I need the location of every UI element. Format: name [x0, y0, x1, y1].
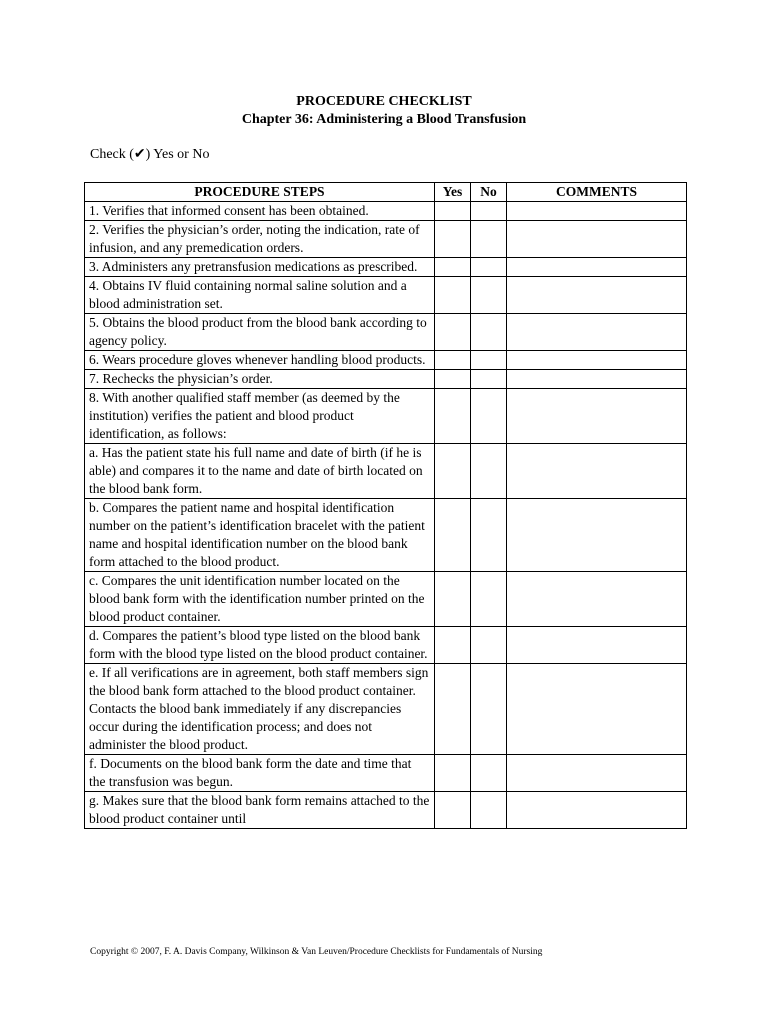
procedure-steps-header: PROCEDURE STEPS — [85, 183, 435, 202]
check-instructions: Check (✔) Yes or No — [90, 147, 210, 162]
step-text: 5. Obtains the blood product from the blood bank according to agency policy. — [85, 314, 435, 351]
no-check-cell[interactable] — [471, 202, 507, 221]
table-row — [85, 627, 687, 664]
table-header-row — [85, 183, 687, 202]
table-row — [85, 792, 687, 829]
step-text: 2. Verifies the physician’s order, noting the indication, rate of infusion, and any premedication orders. — [85, 221, 435, 258]
table-row — [85, 221, 687, 258]
no-check-cell[interactable] — [471, 221, 507, 258]
table-row — [85, 572, 687, 627]
sub-step-text: f. Documents on the blood bank form the date and time that the transfusion was begun. — [85, 755, 435, 792]
step-text: 8. With another qualified staff member (as deemed by the institution) verifies the patient and blood product identification, as follows: — [85, 389, 435, 444]
yes-check-cell[interactable] — [435, 664, 471, 755]
comments-cell[interactable] — [507, 389, 687, 444]
procedure-checklist-table — [84, 182, 687, 829]
yes-check-cell[interactable] — [435, 792, 471, 829]
comments-cell[interactable] — [507, 370, 687, 389]
comments-cell[interactable] — [507, 444, 687, 499]
copyright-footer: Copyright © 2007, F. A. Davis Company, Wilkinson & Van Leuven/Procedure Checklists for Fundamentals of Nursing — [90, 947, 543, 957]
sub-step-text: a. Has the patient state his full name and date of birth (if he is able) and compares it to the name and date of birth located on the blood bank form. — [85, 444, 435, 499]
comments-cell[interactable] — [507, 499, 687, 572]
table-row — [85, 351, 687, 370]
no-check-cell[interactable] — [471, 351, 507, 370]
no-check-cell[interactable] — [471, 755, 507, 792]
sub-step-text: d. Compares the patient’s blood type listed on the blood bank form with the blood type listed on the blood product container. — [85, 627, 435, 664]
table-row — [85, 499, 687, 572]
yes-header: Yes — [435, 183, 471, 202]
sub-step-text: g. Makes sure that the blood bank form remains attached to the blood product container until — [85, 792, 435, 829]
table-row — [85, 444, 687, 499]
table-row — [85, 314, 687, 351]
table-row — [85, 370, 687, 389]
yes-check-cell[interactable] — [435, 370, 471, 389]
yes-check-cell[interactable] — [435, 221, 471, 258]
yes-check-cell[interactable] — [435, 755, 471, 792]
comments-cell[interactable] — [507, 221, 687, 258]
comments-cell[interactable] — [507, 755, 687, 792]
chapter-subtitle: Chapter 36: Administering a Blood Transfusion — [241, 112, 527, 127]
no-check-cell[interactable] — [471, 444, 507, 499]
no-check-cell[interactable] — [471, 258, 507, 277]
yes-check-cell[interactable] — [435, 314, 471, 351]
table-row — [85, 202, 687, 221]
no-check-cell[interactable] — [471, 389, 507, 444]
no-check-cell[interactable] — [471, 572, 507, 627]
sub-step-text: c. Compares the unit identification number located on the blood bank form with the identification number printed on the blood product container. — [85, 572, 435, 627]
comments-cell[interactable] — [507, 277, 687, 314]
table-row — [85, 258, 687, 277]
table-row — [85, 389, 687, 444]
no-check-cell[interactable] — [471, 277, 507, 314]
yes-check-cell[interactable] — [435, 389, 471, 444]
table-row — [85, 755, 687, 792]
no-check-cell[interactable] — [471, 792, 507, 829]
yes-check-cell[interactable] — [435, 258, 471, 277]
yes-check-cell[interactable] — [435, 202, 471, 221]
yes-check-cell[interactable] — [435, 277, 471, 314]
yes-check-cell[interactable] — [435, 444, 471, 499]
document-title: PROCEDURE CHECKLIST — [296, 94, 472, 109]
sub-step-text: b. Compares the patient name and hospital identification number on the patient’s identification bracelet with the patient name and hospital identification number on the blood bank form attached to the blood product. — [85, 499, 435, 572]
no-check-cell[interactable] — [471, 664, 507, 755]
comments-cell[interactable] — [507, 314, 687, 351]
comments-cell[interactable] — [507, 572, 687, 627]
comments-cell[interactable] — [507, 202, 687, 221]
no-check-cell[interactable] — [471, 499, 507, 572]
comments-cell[interactable] — [507, 258, 687, 277]
step-text: 7. Rechecks the physician’s order. — [85, 370, 435, 389]
table-row — [85, 664, 687, 755]
step-text: 4. Obtains IV fluid containing normal saline solution and a blood administration set. — [85, 277, 435, 314]
yes-check-cell[interactable] — [435, 499, 471, 572]
no-header: No — [471, 183, 507, 202]
comments-cell[interactable] — [507, 351, 687, 370]
sub-step-text: e. If all verifications are in agreement, both staff members sign the blood bank form attached to the blood product container. Contacts the blood bank immediately if any discrepancies occur during the identification process; and does not administer the blood product. — [85, 664, 435, 755]
step-text: 1. Verifies that informed consent has been obtained. — [85, 202, 435, 221]
no-check-cell[interactable] — [471, 627, 507, 664]
comments-cell[interactable] — [507, 792, 687, 829]
no-check-cell[interactable] — [471, 314, 507, 351]
yes-check-cell[interactable] — [435, 627, 471, 664]
yes-check-cell[interactable] — [435, 572, 471, 627]
table-row — [85, 277, 687, 314]
step-text: 3. Administers any pretransfusion medications as prescribed. — [85, 258, 435, 277]
yes-check-cell[interactable] — [435, 351, 471, 370]
comments-cell[interactable] — [507, 664, 687, 755]
comments-cell[interactable] — [507, 627, 687, 664]
step-text: 6. Wears procedure gloves whenever handling blood products. — [85, 351, 435, 370]
comments-header: COMMENTS — [507, 183, 687, 202]
no-check-cell[interactable] — [471, 370, 507, 389]
